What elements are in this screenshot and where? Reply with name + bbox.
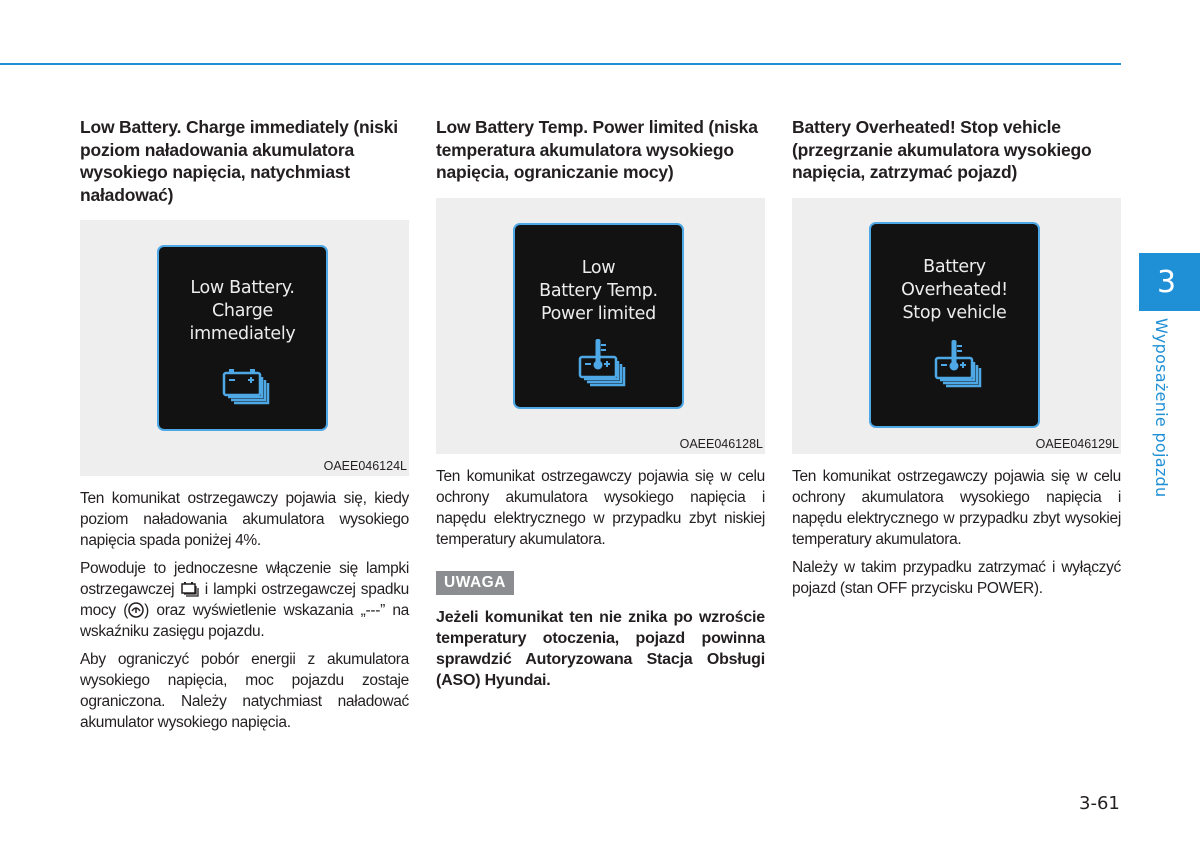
chapter-title: Wyposażenie pojazdu [1152, 318, 1171, 498]
paragraph: Ten komunikat ostrzegawczy pojawia się, kiedy poziom naładowania akumulatora wysokiego napięcia spada poniżej 4%. [80, 490, 409, 549]
paragraph: Ten komunikat ostrzegawczy pojawia się w celu ochrony akumulatora wysokiego napięcia i napędu elektrycznego w przypadku zbyt niskiej temperatury akumulatora. [436, 467, 765, 548]
screen-line: Battery Temp. [539, 280, 658, 301]
screen-line: immediately [189, 324, 296, 344]
screen-message [159, 277, 326, 346]
column-low-battery-temp [436, 116, 765, 691]
body-text [792, 466, 1121, 599]
column-low-battery [80, 116, 409, 740]
figure-code: OAEE046128L [679, 436, 763, 451]
column-battery-overheated [792, 116, 1121, 606]
paragraph-text: Powoduje to jednoczesne włączenie się lampki ostrzegawczej [80, 560, 409, 598]
screen-line: Charge [212, 301, 273, 321]
screen-line: Stop vehicle [902, 302, 1007, 323]
warning-text: Jeżeli komunikat ten nie znika po wzroście temperatury otoczenia, pojazd powinna sprawdzić Autoryzowana Stacja Obsługi (ASO) Hyundai. [436, 608, 765, 689]
figure-code: OAEE046124L [323, 459, 407, 473]
figure-low-battery-temp [436, 198, 765, 454]
paragraph-text: i lampki ostrzegawczej spadku mocy ( [80, 581, 409, 619]
battery-stack-icon [214, 359, 274, 409]
heading-low-battery: Low Battery. Charge immediately (niski poziom naładowania akumulatora wysokiego napięcia, natychmiast naładować) [80, 117, 398, 205]
cluster-screen [869, 222, 1040, 428]
screen-line: Power limited [541, 303, 656, 324]
screen-line: Overheated! [901, 279, 1008, 300]
paragraph: Aby ograniczyć pobór energii z akumulatora wysokiego napięcia, moc pojazdu zostaje ograniczona. Należy natychmiast naładować akumulator wysokiego napięcia. [80, 651, 409, 731]
battery-temperature-icon [926, 338, 986, 392]
screen-message [871, 256, 1038, 325]
chapter-tab [1139, 253, 1200, 311]
top-rule [0, 63, 1121, 65]
paragraph: Ten komunikat ostrzegawczy pojawia się w celu ochrony akumulatora wysokiego napięcia i napędu elektrycznego w przypadku zbyt wysokiej temperatury akumulatora. [792, 467, 1121, 548]
figure-code: OAEE046129L [1035, 436, 1119, 451]
power-down-icon [128, 602, 144, 618]
page-number: 3-61 [1079, 793, 1120, 814]
cluster-screen [513, 223, 684, 409]
heading-battery-overheated: Battery Overheated! Stop vehicle (przegrzanie akumulatora wysokiego napięcia, zatrzymać pojazd) [792, 117, 1092, 182]
figure-battery-overheated [792, 198, 1121, 454]
warning-label: UWAGA [436, 571, 514, 595]
chapter-number: 3 [1156, 264, 1177, 300]
body-text [436, 466, 765, 550]
body-text [80, 488, 409, 733]
screen-message [515, 257, 682, 326]
figure-low-battery [80, 220, 409, 476]
paragraph [80, 558, 409, 642]
paragraph-text: ) oraz wyświetlenie wskazania „---” na wskaźniku zasięgu pojazdu. [80, 602, 409, 640]
screen-line: Low [581, 257, 616, 278]
screen-line: Low Battery. [190, 278, 295, 298]
paragraph: Należy w takim przypadku zatrzymać i wyłączyć pojazd (stan OFF przycisku POWER). [792, 558, 1121, 597]
cluster-screen [157, 245, 328, 431]
battery-temperature-icon [570, 337, 630, 391]
screen-line: Battery [923, 256, 986, 277]
heading-low-battery-temp: Low Battery Temp. Power limited (niska temperatura akumulatora wysokiego napięcia, ograniczanie mocy) [436, 117, 758, 182]
battery-warning-icon [180, 581, 200, 597]
